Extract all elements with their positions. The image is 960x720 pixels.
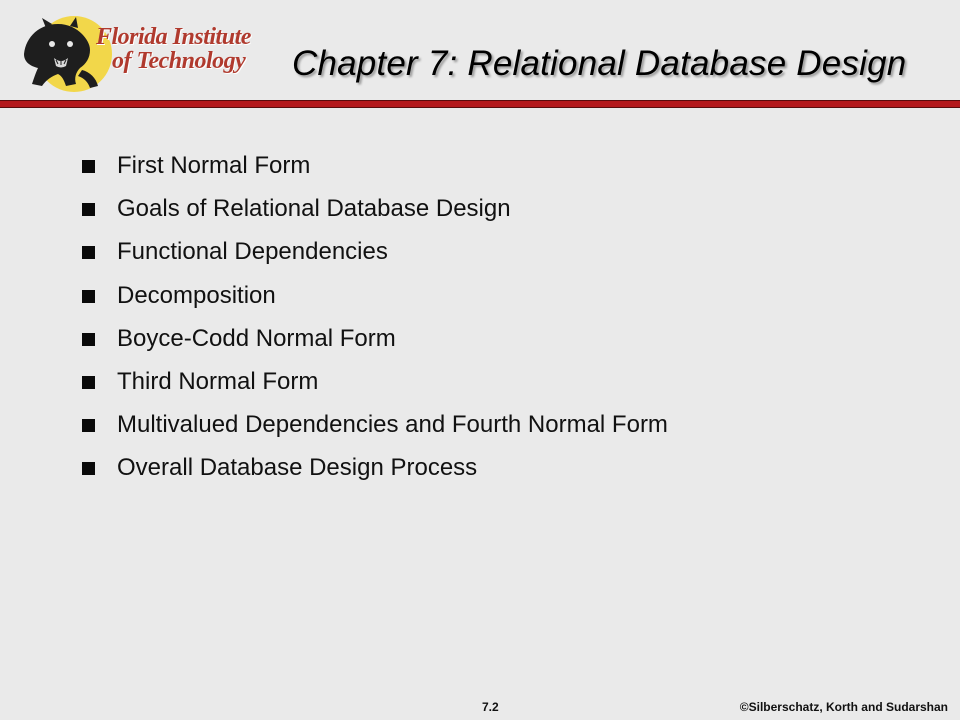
page-number: 7.2 [482, 700, 499, 714]
page-title: Chapter 7: Relational Database Design [292, 44, 907, 83]
list-item-text: Functional Dependencies [117, 238, 388, 266]
logo-text-line1: Florida Institute [96, 24, 251, 50]
list-item [82, 236, 668, 279]
list-item [82, 366, 668, 409]
title-divider [0, 100, 960, 108]
square-bullet-icon [82, 419, 95, 432]
list-item-text: Third Normal Form [117, 367, 319, 395]
list-item [82, 409, 668, 452]
list-item-text: First Normal Form [117, 152, 311, 179]
list-item-text: Boyce-Codd Normal Form [117, 324, 396, 352]
list-item-text: Overall Database Design Process [117, 454, 478, 482]
square-bullet-icon [82, 160, 95, 173]
square-bullet-icon [82, 246, 95, 259]
institution-logo [16, 12, 256, 92]
topic-list [82, 150, 668, 496]
list-item [82, 323, 668, 366]
square-bullet-icon [82, 333, 95, 346]
list-item-text: Decomposition [117, 281, 276, 309]
square-bullet-icon [82, 376, 95, 389]
list-item [82, 280, 668, 323]
copyright-notice: ©Silberschatz, Korth and Sudarshan [739, 700, 948, 714]
list-item [82, 150, 668, 193]
list-item [82, 452, 668, 495]
list-item-text: Goals of Relational Database Design [117, 195, 511, 223]
logo-text-line2: of Technology [112, 48, 246, 74]
square-bullet-icon [82, 290, 95, 303]
list-item [82, 193, 668, 236]
list-item-text: Multivalued Dependencies and Fourth Normal Form [117, 411, 668, 439]
square-bullet-icon [82, 462, 95, 475]
square-bullet-icon [82, 203, 95, 216]
